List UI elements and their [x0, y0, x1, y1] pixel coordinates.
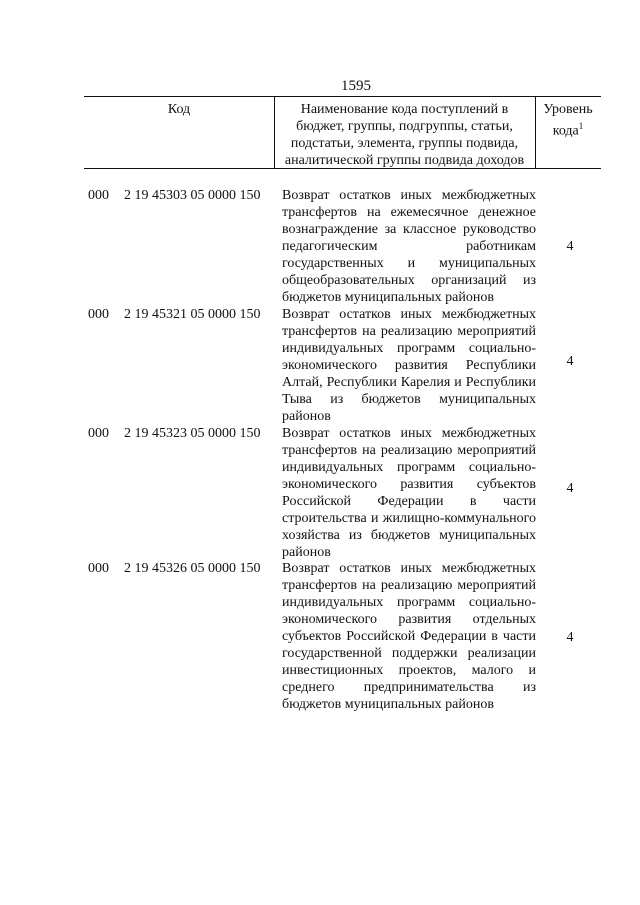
income-name: Возврат остатков иных межбюджетных трансфертов на реализацию мероприятий индивидуальных программ социально-экономического развития субъектов Российской Федерации в части строительства и жилищно-коммунального хозяйства из бюджетов муниципальных районов	[282, 426, 536, 560]
header-level-label	[535, 97, 601, 140]
page-number: 1595	[341, 78, 371, 94]
header-code-cell	[84, 97, 275, 168]
header-name-cell	[274, 97, 536, 168]
code-level: 4	[566, 239, 574, 254]
header-code-label: Код	[167, 102, 191, 117]
table-header	[84, 96, 601, 169]
income-code: 2 19 45303 05 0000 150	[124, 188, 261, 203]
code-level: 4	[566, 354, 574, 369]
header-name-label: Наименование кода поступлений в бюджет, группы, подгруппы, статьи, подстатьи, элемента, группы подвида, аналитической группы подвида доходов	[284, 102, 525, 168]
income-name: Возврат остатков иных межбюджетных трансфертов на реализацию мероприятий индивидуальных программ социально-экономического развития отдельных субъектов Российской Федерации в части государственной поддержки реализации инвестиционных проектов, малого и среднего предпринимательства из бюджетов муниципальных районов	[282, 561, 536, 712]
code-level: 4	[566, 481, 574, 496]
admin-code: 000	[88, 307, 109, 322]
income-code: 2 19 45323 05 0000 150	[124, 426, 261, 441]
admin-code: 000	[88, 188, 109, 203]
income-name: Возврат остатков иных межбюджетных трансфертов на реализацию мероприятий индивидуальных программ социально-экономического развития Республики Алтай, Республики Карелия и Республики Тыва из бюджетов муниципальных районов	[282, 307, 536, 424]
income-code: 2 19 45321 05 0000 150	[124, 307, 261, 322]
income-code: 2 19 45326 05 0000 150	[124, 561, 261, 576]
header-level-text: Уровень кода	[543, 102, 593, 139]
admin-code: 000	[88, 561, 109, 576]
admin-code: 000	[88, 426, 109, 441]
income-name: Возврат остатков иных межбюджетных трансфертов на ежемесячное денежное вознаграждение за классное руководство педагогическим работникам государственных и муниципальных общеобразовательных организаций из бюджетов муниципальных районов	[282, 188, 536, 305]
header-level-cell	[535, 97, 601, 168]
header-level-footnote: 1	[578, 121, 584, 131]
code-level: 4	[566, 630, 574, 645]
